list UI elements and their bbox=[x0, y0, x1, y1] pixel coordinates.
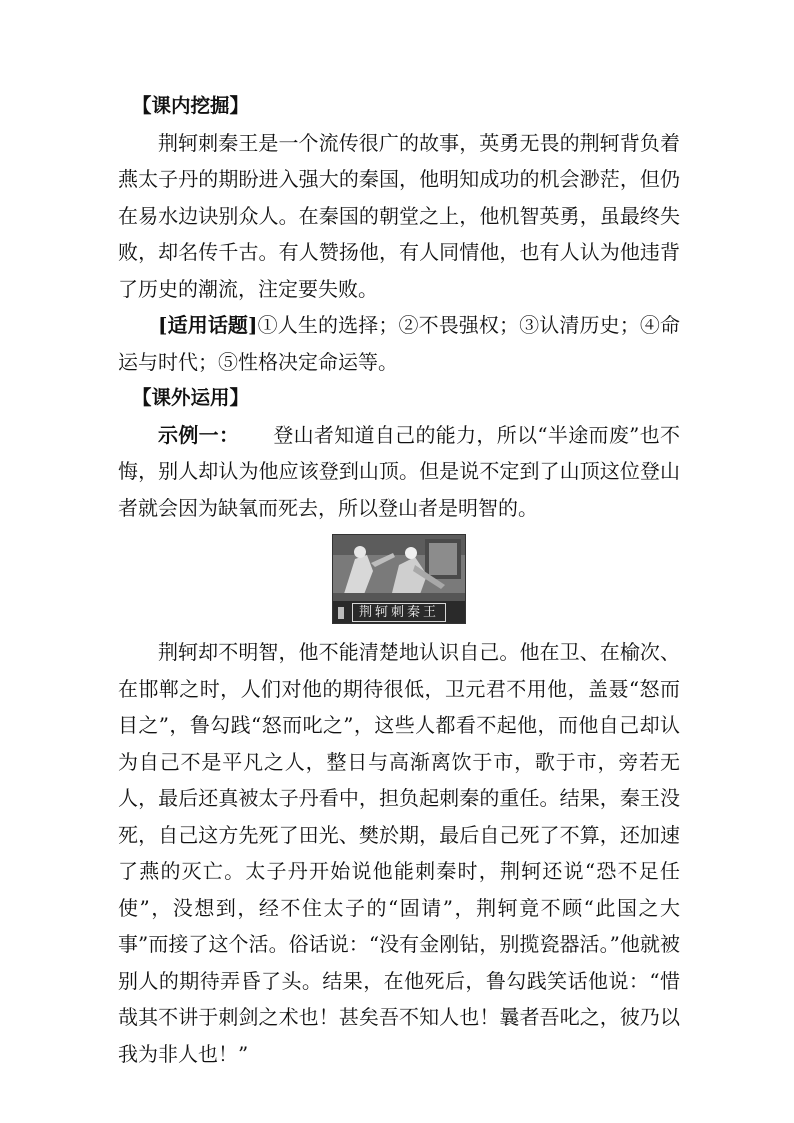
illustration-scene bbox=[333, 535, 465, 601]
topics-text: ①人生的选择；②不畏强权；③认清历史；④命运与时代；⑤性格决定命运等。 bbox=[118, 313, 680, 374]
jing-ke-illustration bbox=[332, 534, 466, 624]
example-text: 登山者知道自己的能力，所以“半途而废”也不悔，别人却认为他应该登到山顶。但是说不定到了山顶这位登山者就会因为缺氧而死去，所以登山者是明智的。 bbox=[118, 422, 681, 520]
in-class-paragraph: 荆轲刺秦王是一个流传很广的故事，英勇无畏的荆轲背负着燕太子丹的期盼进入强大的秦国，他明知成功的机会渺茫，但仍在易水边诀别众人。在秦国的朝堂之上，他机智英勇，虽最终失败，却名传千古。有人赞扬他，有人同情他，也有人认为他违背了历史的潮流，注定要失败。 bbox=[118, 130, 680, 301]
section-heading-in-class: 【课内挖掘】 bbox=[132, 94, 250, 117]
example-paragraph bbox=[118, 417, 680, 527]
section-heading-extracurricular: 【课外运用】 bbox=[132, 386, 250, 409]
topics-label: [适用话题] bbox=[158, 313, 258, 337]
document-content bbox=[118, 88, 680, 1072]
example-label: 示例一： bbox=[158, 422, 240, 447]
illustration-caption: 荆轲刺秦王 bbox=[352, 603, 446, 622]
main-body-paragraph: 荆轲却不明智，他不能清楚地认识自己。他在卫、在榆次、在邯郸之时，人们对他的期待很低，卫元君不用他，盖聂“怒而目之”，鲁勾践“怒而叱之”，这些人都看不起他，而他自己却认为自己不是平凡之人，整日与高渐离饮于市，歌于市，旁若无人，最后还真被太子丹看中，担负起刺秦的重任。结果，秦王没死，自己这方先死了田光、樊於期，最后自己死了不算，还加速了燕的灭亡。太子丹开始说他能刺秦时，荆轲还说“恐不足任使”，没想到，经不住太子的“固请”，荆轲竟不顾“此国之大事”而接了这个活。俗话说：“没有金刚钻，别揽瓷器活。”他就被别人的期待弄昏了头。结果，在他死后，鲁勾践笑话他说：“惜哉其不讲于刺剑之术也！甚矣吾不知人也！曩者吾叱之，彼乃以我为非人也！” bbox=[118, 640, 680, 1066]
applicable-topics bbox=[118, 307, 680, 380]
illustration-caption-bar bbox=[333, 601, 465, 623]
seal-mark bbox=[338, 607, 344, 619]
